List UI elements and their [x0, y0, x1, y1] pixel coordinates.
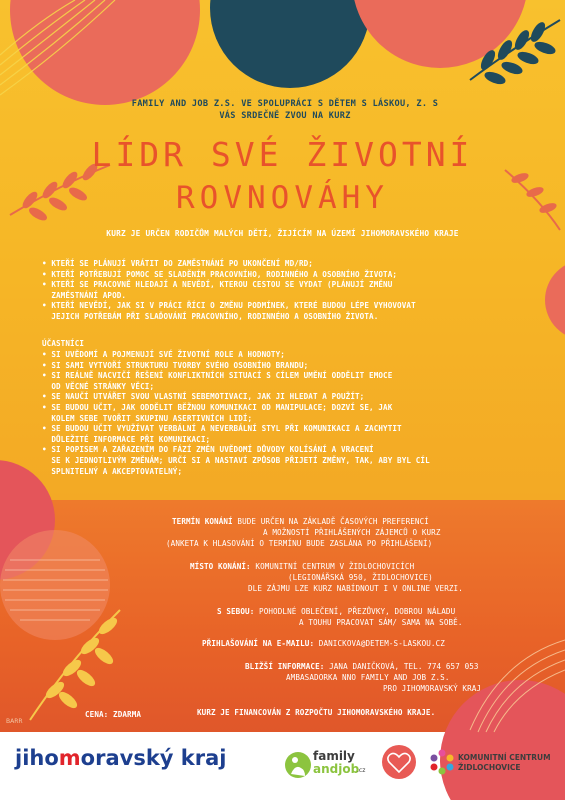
term-text-2: A MOŽNOSTÍ PŘIHLÁŠENÝCH ZÁJEMCŮ O KURZ	[263, 528, 441, 537]
contact-text: JANA DANIČKOVÁ, TEL. 774 657 053	[329, 662, 479, 671]
list-item: • SI REÁLNĚ NACVIČÍ ŘEŠENÍ KONFLIKTNÍCH SITUACÍ S CÍLEM UMĚNÍ ODDĚLIT EMOCE OD VĚCNÉ STRÁNKY VĚCI;	[42, 371, 393, 391]
fj-suffix: .cz	[357, 767, 366, 774]
intro-line-1: FAMILY AND JOB Z.S. VE SPOLUPRÁCI S DĚTEM S LÁSKOU, Z. S	[131, 99, 439, 109]
list-item: • KTEŘÍ SE PLÁNUJÍ VRÁTIT DO ZAMĚSTNÁNÍ PO UKONČENÍ MD/RD;	[42, 259, 313, 268]
list-item: • KTEŘÍ SE PRACOVNĚ HLEDAJÍ A NEVĚDÍ, KTEROU CESTOU SE VYDAT (PLÁNUJÍ ZMĚNU ZAMĚSTNÁNÍ APOD.	[42, 280, 393, 300]
title-line-2: ROVNOVÁHY	[176, 180, 389, 216]
term-text: BUDE URČEN NA ZÁKLADĚ ČASOVÝCH PREFERENCÍ	[237, 517, 429, 526]
list-item: • KTEŘÍ NEVĚDÍ, JAK SI V PRÁCI ŘÍCI O ZMĚNU PODMÍNEK, KTERÉ BUDOU LÉPE VYHOVOVAT JEJICH POTŘEBÁM PŘI SLAĎOVÁNÍ PRACOVNÍHO, RODINNÉHO A OSOBNÍHO ŽIVOTA.	[42, 301, 416, 321]
family-icon	[285, 750, 311, 780]
contact-text-2: AMBASADORKA NNO FAMILY AND JOB Z.S.	[286, 673, 450, 682]
price-text: CENA: ZDARMA	[85, 710, 142, 719]
list-item: • SE NAUČÍ UTVÁŘET SVOU VLASTNÍ SEBEMOTIVACI, JAK JI HLEDAT A POUŽÍT;	[42, 392, 365, 402]
list-item: • SI POPISEM A ZAŘAZENÍM DO FÁZÍ ZMĚN UVĚDOMÍ DŮVODY KOLÍSÁNÍ A VRACENÍ SE K JEDNOTLIVÝM ZMĚNÁM; URČÍ SI A NASTAVÍ ZPŮSOB PŘIJETÍ ZMĚNY, TAK, ABY BYL CÍL SPLNITELNÝ A AKCEPTOVATELNÝ;	[42, 445, 430, 476]
bring-text: POHODLNÉ OBLEČENÍ, PŘEZŮVKY, DOBROU NÁLADU	[259, 607, 456, 616]
title-line-1: LÍDR SVÉ ŽIVOTNÍ	[91, 135, 474, 174]
list-item: • KTEŘÍ POTŘEBUJÍ POMOC SE SLADĚNÍM PRACOVNÍHO, RODINNÉHO A OSOBNÍHO ŽIVOTA;	[42, 269, 398, 279]
community-centre-name: KOMUNITNÍ CENTRUM ŽIDLOCHOVICE	[458, 753, 551, 772]
jmk-logo: jihomoravský kraj	[15, 746, 227, 770]
term-label: TERMÍN KONÁNÍ	[172, 517, 233, 526]
email-label: PŘIHLAŠOVÁNÍ NA E-MAILU:	[202, 639, 315, 648]
place-text-2: (LEGIONÁŘSKÁ 950, ŽIDLOCHOVICE)	[288, 573, 433, 582]
place-text-3: DLE ZÁJMU LZE KURZ NABÍDNOUT I V ONLINE VERZI.	[248, 584, 463, 593]
place-label: MÍSTO KONÁNÍ:	[190, 562, 251, 571]
intro-line-2: VÁS SRDEČNĚ ZVOU NA KURZ	[219, 111, 351, 121]
list-item: • SE BUDOU UČIT, JAK ODDĚLIT BĚŽNOU KOMUNIKACI OD MANIPULACE; DOZVÍ SE, JAK KOLEM SEBE TVOŘIT SKUPINU ASERTIVNÍCH LIDÍ;	[42, 402, 393, 423]
contact-text-3: PRO JIHOMORAVSKÝ KRAJ	[383, 684, 482, 693]
small-mark: BARR	[6, 718, 23, 725]
bring-text-2: A TOUHU PRACOVAT SÁM/ SAMA NA SOBĚ.	[299, 618, 463, 627]
contact-label: BLIŽŠÍ INFORMACE:	[245, 662, 325, 671]
list-item: • SI SAMI VYTVOŘÍ STRUKTURU TVORBY SVÉHO OSOBNÍHO BRANDU;	[42, 360, 309, 370]
heart-logo	[381, 744, 417, 780]
funding-text: KURZ JE FINANCOVÁN Z ROZPOČTU JIHOMORAVSKÉHO KRAJE.	[197, 708, 436, 717]
email-link[interactable]: DANICKOVA@DETEM-S-LASKOU.CZ	[318, 639, 445, 648]
fj-line-1: family	[313, 749, 355, 763]
fj-line-2: andjob	[313, 762, 360, 776]
family-and-job-logo	[285, 748, 365, 782]
list-item: • SI UVĚDOMÍ A POJMENUJÍ SVÉ ŽIVOTNÍ ROLE A HODNOTY;	[42, 350, 285, 359]
participants-heading: ÚČASTNÍCI	[42, 339, 85, 348]
term-text-3: (ANKETA K HLASOVÁNÍ O TERMÍNU BUDE ZASLÁNA PO PŘIHLÁŠENÍ)	[166, 539, 433, 548]
bring-label: S SEBOU:	[217, 607, 255, 616]
list-item: • SE BUDOU UČIT VYUŽÍVAT VERBÁLNÍ A NEVERBÁLNÍ STYL PŘI KOMUNIKACI A ZACHYTIT DŮLEŽITÉ INFORMACE PŘI KOMUNIKACI;	[42, 424, 402, 444]
place-text: KOMUNITNÍ CENTRUM V ŽIDLOCHOVICÍCH	[255, 562, 415, 571]
course-target-line: KURZ JE URČEN RODIČŮM MALÝCH DĚTÍ, ŽIJÍCÍM NA ÚZEMÍ JIHOMORAVSKÉHO KRAJE	[106, 229, 459, 238]
community-centre-icon	[428, 748, 456, 776]
